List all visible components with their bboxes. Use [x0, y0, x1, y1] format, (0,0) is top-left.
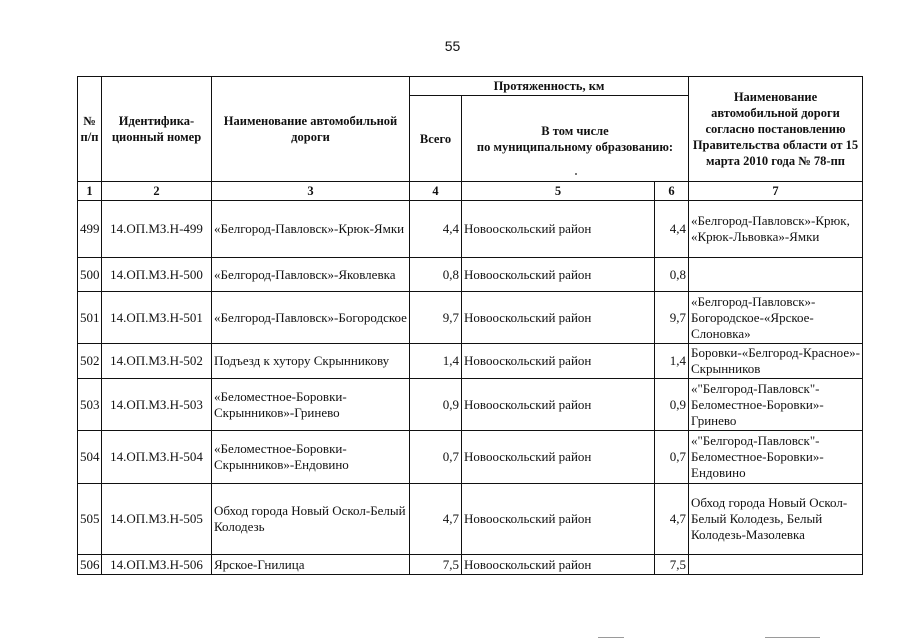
row-code: 14.ОП.МЗ.Н-503 [102, 379, 212, 431]
header-col-incl-line1: В том числе [541, 123, 609, 138]
row-name: Подъезд к хутору Скрынникову [212, 344, 410, 379]
header-col-old-name: Наименование автомобильной дороги согласно постановлению Правительства области от 15 марта 2010 года № 78-пп [689, 77, 863, 182]
row-old-name: «Белгород-Павловск»-Богородское-«Ярское-Слоновка» [689, 292, 863, 344]
row-incl: 4,4 [655, 201, 689, 258]
row-incl: 9,7 [655, 292, 689, 344]
row-num: 505 [78, 484, 102, 555]
row-num: 503 [78, 379, 102, 431]
col-number-5: 5 [462, 182, 655, 201]
row-old-name [689, 555, 863, 575]
header-row-numbers [78, 182, 863, 201]
row-district: Новооскольский район [462, 344, 655, 379]
col-number-3: 3 [212, 182, 410, 201]
row-name: «Белгород-Павловск»-Яковлевка [212, 258, 410, 292]
row-total: 9,7 [410, 292, 462, 344]
roads-table [77, 76, 863, 575]
row-district: Новооскольский район [462, 201, 655, 258]
row-name: «Белгород-Павловск»-Богородское [212, 292, 410, 344]
row-incl: 1,4 [655, 344, 689, 379]
table-row [78, 484, 863, 555]
row-old-name: Обход города Новый Оскол-Белый Колодезь, Белый Колодезь-Мазолевка [689, 484, 863, 555]
row-code: 14.ОП.МЗ.Н-504 [102, 431, 212, 484]
row-old-name: «"Белгород-Павловск"-Беломестное-Боровки»-Гринево [689, 379, 863, 431]
table-header [78, 77, 863, 201]
row-code: 14.ОП.МЗ.Н-505 [102, 484, 212, 555]
row-name: Ярское-Гнилица [212, 555, 410, 575]
row-old-name [689, 258, 863, 292]
scan-artifact [765, 637, 820, 638]
header-col-name: Наименование автомобильной дороги [212, 77, 410, 182]
row-code: 14.ОП.МЗ.Н-501 [102, 292, 212, 344]
row-total: 0,8 [410, 258, 462, 292]
row-num: 506 [78, 555, 102, 575]
row-incl: 0,7 [655, 431, 689, 484]
row-district: Новооскольский район [462, 484, 655, 555]
header-col-incl-line2: по муниципальному образованию: [476, 139, 674, 154]
page-number: 55 [444, 38, 461, 54]
row-num: 501 [78, 292, 102, 344]
row-district: Новооскольский район [462, 292, 655, 344]
row-num: 500 [78, 258, 102, 292]
row-code: 14.ОП.МЗ.Н-502 [102, 344, 212, 379]
table-row [78, 201, 863, 258]
col-number-6: 6 [655, 182, 689, 201]
row-total: 0,9 [410, 379, 462, 431]
table-row [78, 431, 863, 484]
col-number-1: 1 [78, 182, 102, 201]
row-num: 504 [78, 431, 102, 484]
row-code: 14.ОП.МЗ.Н-506 [102, 555, 212, 575]
row-district: Новооскольский район [462, 258, 655, 292]
row-name: «Беломестное-Боровки-Скрынников»-Гринево [212, 379, 410, 431]
row-incl: 0,8 [655, 258, 689, 292]
table-row [78, 344, 863, 379]
header-col-incl [462, 96, 689, 182]
row-total: 4,4 [410, 201, 462, 258]
col-number-7: 7 [689, 182, 863, 201]
scan-speck [575, 173, 577, 175]
row-old-name: Боровки-«Белгород-Красное»-Скрынников [689, 344, 863, 379]
row-incl: 0,9 [655, 379, 689, 431]
row-old-name: «Белгород-Павловск»-Крюк, «Крюк-Львовка»-Ямки [689, 201, 863, 258]
col-number-4: 4 [410, 182, 462, 201]
row-name: Обход города Новый Оскол-Белый Колодезь [212, 484, 410, 555]
row-incl: 4,7 [655, 484, 689, 555]
table-body [78, 201, 863, 575]
row-name: «Беломестное-Боровки-Скрынников»-Ендовино [212, 431, 410, 484]
row-total: 0,7 [410, 431, 462, 484]
table-row [78, 292, 863, 344]
row-district: Новооскольский район [462, 431, 655, 484]
row-name: «Белгород-Павловск»-Крюк-Ямки [212, 201, 410, 258]
col-number-2: 2 [102, 182, 212, 201]
header-col-id: Идентифика-ционный номер [102, 77, 212, 182]
table-row [78, 379, 863, 431]
table-row [78, 258, 863, 292]
header-col-length-group: Протяженность, км [410, 77, 689, 96]
row-old-name: «"Белгород-Павловск"-Беломестное-Боровки»-Ендовино [689, 431, 863, 484]
row-district: Новооскольский район [462, 379, 655, 431]
row-incl: 7,5 [655, 555, 689, 575]
row-total: 4,7 [410, 484, 462, 555]
row-num: 499 [78, 201, 102, 258]
scan-artifact [598, 637, 624, 638]
row-num: 502 [78, 344, 102, 379]
table-row [78, 555, 863, 575]
row-total: 7,5 [410, 555, 462, 575]
row-code: 14.ОП.МЗ.Н-500 [102, 258, 212, 292]
header-col-total: Всего [410, 96, 462, 182]
row-district: Новооскольский район [462, 555, 655, 575]
row-code: 14.ОП.МЗ.Н-499 [102, 201, 212, 258]
header-row-top [78, 77, 863, 96]
row-total: 1,4 [410, 344, 462, 379]
header-col-num: № п/п [78, 77, 102, 182]
